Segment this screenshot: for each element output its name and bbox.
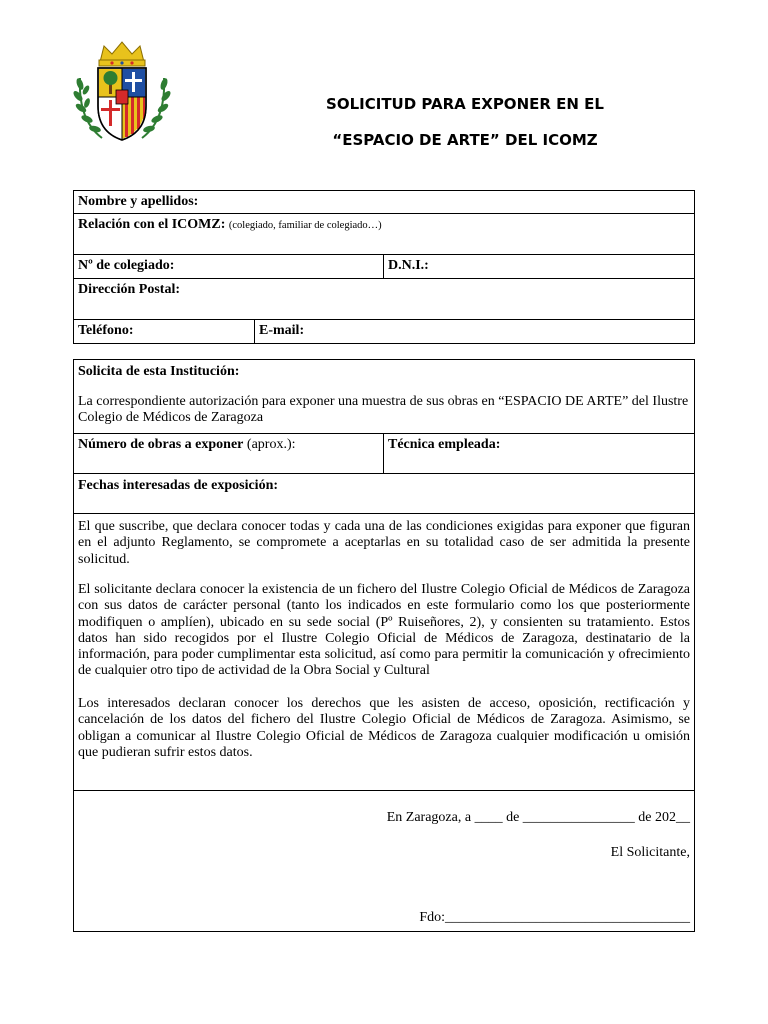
- technique-label: Técnica empleada:: [388, 437, 501, 452]
- signer-label: El Solicitante,: [610, 845, 690, 860]
- coat-of-arms-logo: [72, 40, 172, 148]
- dates-field[interactable]: [74, 474, 694, 514]
- member-number-field[interactable]: [74, 255, 383, 279]
- relation-row: [74, 213, 694, 255]
- place-date-line: En Zaragoza, a ____ de ________________ de 202__: [386, 810, 690, 825]
- dni-field[interactable]: [383, 255, 694, 279]
- dni-label: D.N.I.:: [388, 258, 429, 273]
- dates-row: [74, 473, 694, 514]
- address-label: Dirección Postal:: [78, 282, 180, 297]
- phone-label: Teléfono:: [78, 323, 134, 338]
- page-title-line-1: SOLICITUD PARA EXPONER EN EL: [326, 95, 604, 113]
- relation-label: Relación con el ICOMZ:: [78, 217, 226, 232]
- page-title-line-2: “ESPACIO DE ARTE” DEL ICOMZ: [332, 131, 598, 149]
- address-row: [74, 278, 694, 320]
- name-row: [74, 191, 694, 213]
- dates-label: Fechas interesadas de exposición:: [78, 478, 279, 493]
- declaration-paragraph-2: El solicitante declara conocer la existencia de un fichero del Ilustre Colegio Oficial de Médicos de Zaragoza con sus datos de carácter personal (tanto los indicados en este formulario como los que posteriormente modifiquen o amplíen), ubicado en su sede social (Pº Ruiseñores, 2), y consienten su tratamiento. Estos datos han sido recogidos por el Ilustre Colegio Oficial de Médicos de Zaragoza, destinatario de la información, para poder cumplimentar esta solicitud, así como para permitir la comunicación y ofrecimiento de cualquier otro tipo de actividad de la Obra Social y Cultural: [78, 582, 690, 679]
- relation-field[interactable]: [74, 214, 694, 255]
- declaration-row: [74, 513, 694, 791]
- name-field[interactable]: [74, 191, 694, 213]
- shield-icon: [98, 68, 146, 140]
- works-count-field[interactable]: [74, 434, 383, 474]
- request-row: [74, 360, 694, 433]
- email-field[interactable]: [254, 320, 694, 344]
- phone-email-row: [74, 319, 694, 344]
- address-field[interactable]: [74, 279, 694, 320]
- works-count-hint: (aprox.):: [246, 437, 296, 452]
- declaration-paragraph-1: El que suscribe, que declara conocer todas y cada una de las condiciones exigidas para exponer que figuran en el adjunto Reglamento, se compromete a aceptarlas en su totalidad caso de ser admitida la presente solicitud.: [78, 519, 690, 567]
- member-dni-row: [74, 254, 694, 279]
- member-number-label: Nº de colegiado:: [78, 258, 175, 273]
- applicant-data-box: [73, 190, 695, 344]
- name-label: Nombre y apellidos:: [78, 194, 199, 209]
- signature-row: [74, 790, 694, 932]
- technique-field[interactable]: [383, 434, 694, 474]
- relation-hint: (colegiado, familiar de colegiado…): [228, 220, 382, 231]
- crown-icon: [99, 42, 145, 66]
- phone-field[interactable]: [74, 320, 254, 344]
- request-box: [73, 359, 695, 932]
- declaration-paragraph-3: Los interesados declaran conocer los derechos que les asisten de acceso, oposición, rectificación y cancelación de los datos del fichero del Ilustre Colegio Oficial de Médicos de Zaragoza. Asimismo, se obligan a comunicar al Ilustre Colegio Oficial de Médicos de Zaragoza cualquier modificación u omisión que pudieran sufrir estos datos.: [78, 696, 690, 760]
- works-count-label: Número de obras a exponer: [78, 437, 244, 452]
- email-label: E-mail:: [259, 323, 305, 338]
- request-text: La correspondiente autorización para exponer una muestra de sus obras en “ESPACIO DE ARTE” del Ilustre Colegio de Médicos de Zaragoza: [78, 394, 689, 425]
- request-heading: Solicita de esta Institución:: [78, 364, 240, 379]
- signature-line[interactable]: Fdo:___________________________________: [419, 910, 690, 925]
- works-technique-row: [74, 433, 694, 474]
